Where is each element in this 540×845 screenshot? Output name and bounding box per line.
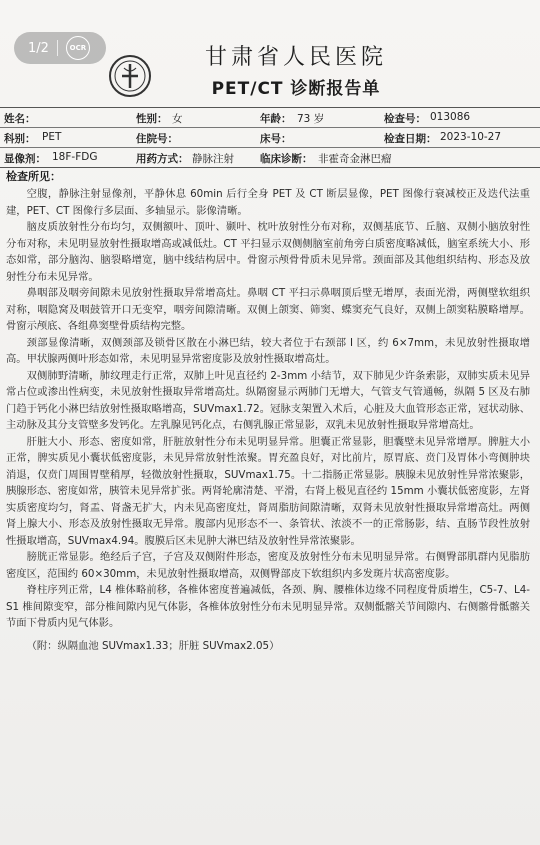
gender-value: 女 (172, 113, 183, 125)
age-value: 73 岁 (297, 113, 325, 125)
ocr-button[interactable]: OCR (66, 36, 90, 60)
overlay-divider (57, 40, 58, 56)
department-label: 科别： (4, 133, 36, 145)
page-indicator-overlay[interactable] (14, 32, 106, 64)
administration-value: 静脉注射 (192, 153, 234, 165)
suv-reference-note: （附：纵隔血池 SUVmax1.33；肝脏 SUVmax2.05） (26, 639, 280, 652)
patient-info-table (0, 107, 540, 168)
info-row (0, 128, 540, 148)
clinical-diagnosis-label: 临床诊断： (260, 153, 313, 165)
department-value: PET (42, 131, 62, 143)
findings-paragraph: 脑皮质放射性分布均匀，双侧额叶、顶叶、颞叶、枕叶放射性分布对称，双侧基底节、丘脑、双侧小脑放射性分布对称，未见明显放射性摄取增高或减低灶。CT 平扫显示双侧侧脑室前角旁白质密度略减低，脑室系统大小、形态如常，部分脑沟、脑裂略增宽，脑中线结构居中。骨窗示颅骨骨质未见异常。颈面部及其他组织结构、形态及放射性分布未见异常。 (6, 221, 530, 283)
bed-number-label: 床号： (260, 133, 292, 145)
findings-paragraph: 肝脏大小、形态、密度如常，肝脏放射性分布未见明显异常。胆囊正常显影，胆囊壁未见异常增厚。脾脏大小正常，脾实质见小囊状低密度影，未见异常放射性浓聚。胃充盈良好，对比前片，原胃底、贲门及胃体小弯侧肿块消退，仅贲门周围胃壁稍厚，轻微放射性摄取，SUVmax1.75。十二指肠正常显影。胰腺未见放射性异常浓聚影，胰腺形态、密度如常，胰管未见异常扩张。两肾轮廓清楚、平滑，右肾上极见直径约 15mm 小囊状低密度影，左肾实质密度均匀，肾盂、肾盏无扩大，内未见高密度灶，肾周脂肪间隙清晰，双肾未见放射性摄取异常增高灶。两侧肾上腺大小、形态及放射性摄取无异常。腹部内见形态不一、条管状、浓淡不一的正常肠影，结、直肠节段性放射性摄取增高，SUVmax4.94。腹膜后区未见肿大淋巴结及放射性异常浓聚影。 (6, 435, 530, 547)
info-row (0, 148, 540, 168)
findings-heading: 检查所见： (6, 170, 61, 183)
hospital-logo-icon (108, 54, 152, 98)
administration-label: 用药方式： (136, 153, 189, 165)
gender-label: 性别： (136, 113, 168, 125)
clinical-diagnosis-value: 非霍奇金淋巴瘤 (318, 153, 392, 165)
admission-number-label: 住院号： (136, 133, 178, 145)
findings-body (6, 186, 530, 654)
age-label: 年龄： (260, 113, 292, 125)
findings-paragraph: 双侧肺野清晰，肺纹理走行正常，双肺上叶见直径约 2-3mm 小结节，双下肺见少许条索影，双肺实质未见异常占位或渗出性病变，未见放射性摄取异常增高灶。纵隔窗显示两肺门无增大，气管支气管通畅，纵隔 5 区及右肺门趋于钙化小淋巴结放射性摄取略增高，SUVmax1.72。冠脉支架置入术后，心脏及大血管形态正常，冠状动脉、主动脉及其分支管壁多发钙化。左乳腺见钙化点，右侧乳腺正常显影，双乳未见放射性摄取异常增高灶。 (6, 369, 530, 431)
findings-paragraph: 空腹，静脉注射显像剂，平静休息 60min 后行全身 PET 及 CT 断层显像，PET 图像行衰减校正及迭代法重建，PET、CT 图像行多层面、多轴显示。影像清晰。 (6, 188, 530, 217)
findings-paragraph: 颈部显像清晰，双侧颈部及锁骨区散在小淋巴结，较大者位于右颈部 I 区，约 6×7mm，未见放射性摄取增高。甲状腺两侧叶形态如常，未见明显异常密度影及放射性摄取增高灶。 (6, 336, 530, 365)
tracer-label: 显像剂： (4, 153, 46, 165)
findings-paragraph: 膀胱正常显影。绝经后子宫，子宫及双侧附件形态，密度及放射性分布未见明显异常。右侧臀部肌群内见脂肪密度区，范围约 60×30mm，未见放射性摄取增高，双侧臀部皮下软组织内多发斑片状高密度影。 (6, 551, 530, 580)
exam-number-label: 检查号： (384, 113, 426, 125)
name-label: 姓名： (4, 113, 36, 125)
tracer-value: 18F-FDG (52, 151, 98, 163)
page-counter: 1/2 (28, 40, 49, 56)
info-row (0, 107, 540, 128)
exam-number-value: 013086 (430, 111, 471, 123)
hospital-name: 甘肃省人民医院 (204, 45, 387, 70)
exam-date-label: 检查日期： (384, 133, 437, 145)
findings-paragraph: 鼻咽部及咽旁间隙未见放射性摄取异常增高灶。鼻咽 CT 平扫示鼻咽顶后壁无增厚，表面光滑，两侧壁软组织对称，咽隐窝及咽鼓管开口无变窄，咽旁间隙清晰。双侧上颌窦、筛窦、蝶窦充气良好，双侧上颌窦粘膜略增厚。骨窗示颅底、各组鼻窦壁骨质结构完整。 (6, 287, 530, 332)
report-title: PET/CT 诊断报告单 (211, 79, 381, 99)
findings-paragraph: 脊柱序列正常，L4 椎体略前移，各椎体密度普遍减低，各颈、胸、腰椎体边缘不同程度骨质增生，C5-7、L4-S1 椎间隙变窄，部分椎间隙内见气体影，各椎体放射性分布未见明显异常。双侧骶髂关节间隙内、右侧髂骨骶髂关节面下骨质内见气体影。 (6, 584, 530, 629)
exam-date-value: 2023-10-27 (440, 131, 502, 143)
